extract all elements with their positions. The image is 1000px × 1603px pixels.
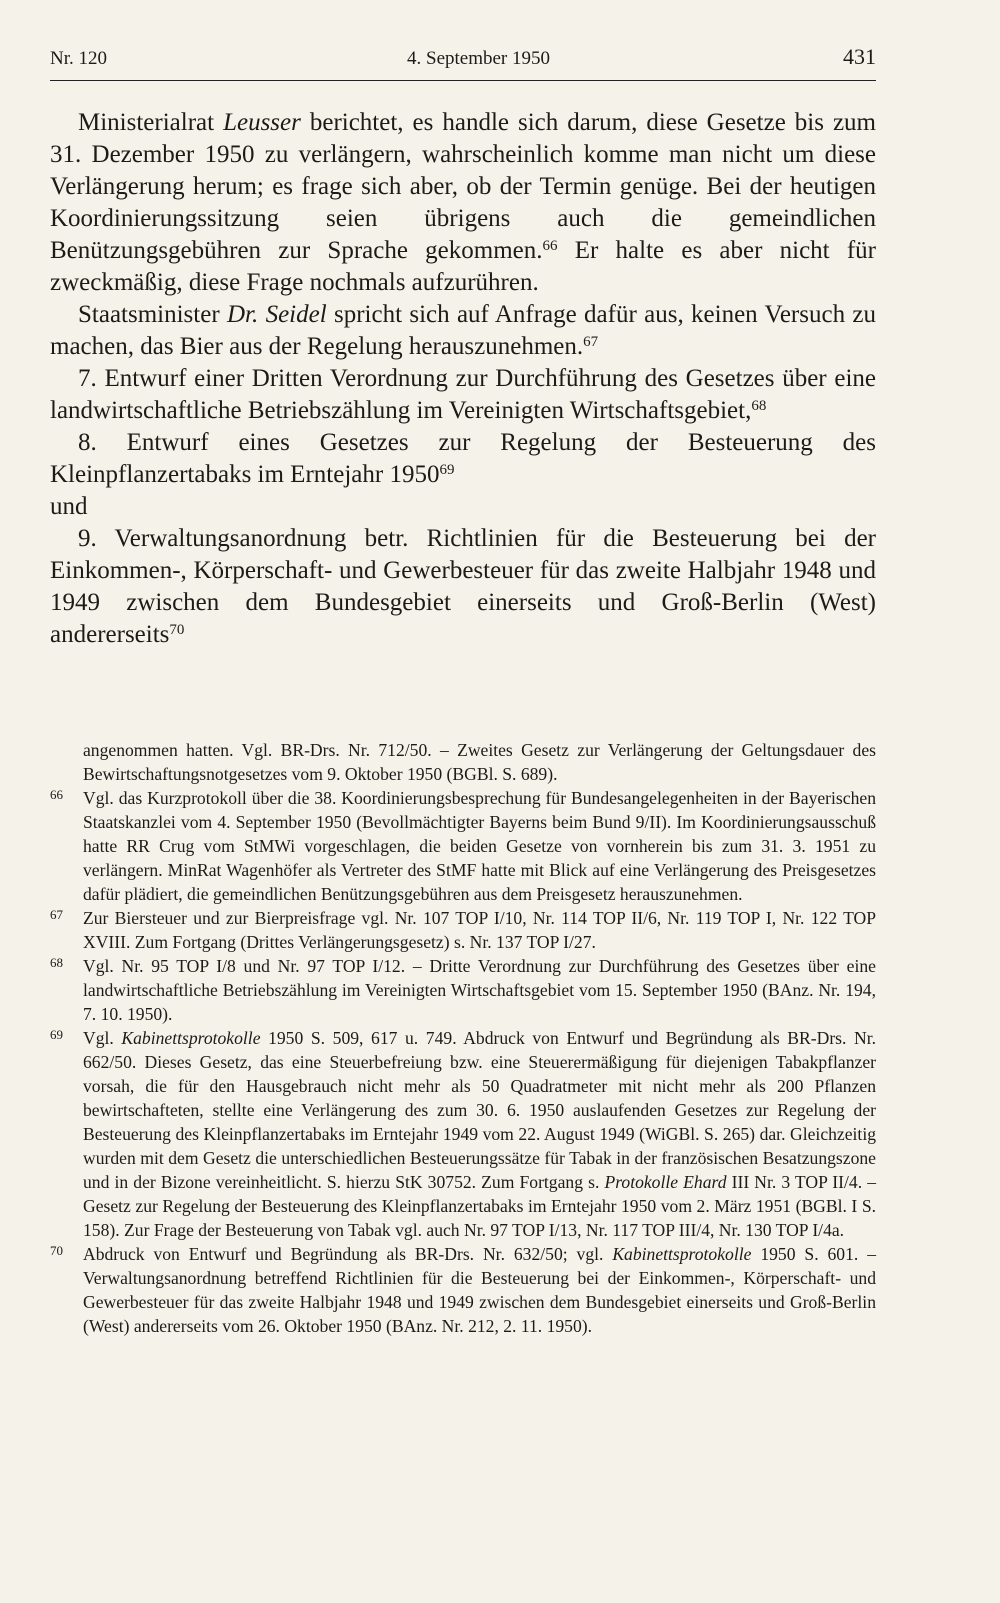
agenda-item-9 xyxy=(50,523,876,651)
footnote-ref: 67 xyxy=(583,333,599,350)
paragraph-seidel xyxy=(50,299,876,363)
footnote-ref: 66 xyxy=(542,237,558,254)
footnote-text: 1950 S. 601. – Verwaltungsanordnung betreffend Richtlinien für die Besteuerung bei der Einkommen-, Körperschaft- und Gewerbesteuer für das zweite Halbjahr 1948 und 1949 zwischen dem Bundesgebiet einerseits und Groß-Berlin (West) andererseits vom 26. Oktober 1950 (BAnz. Nr. 212, 2. 11. 1950). xyxy=(83,1244,876,1336)
text-run: berichtet, es handle sich darum, diese Gesetze bis zum 31. Dezember 1950 zu verlängern, wahrscheinlich komme man nicht um diese Verlängerung herum; es frage sich aber, ob der Termin genüge. Bei der heutigen Koordinierungssitzung seien übrigens auch die gemeindlichen Benützungsgebühren zur Sprache gekommen. xyxy=(50,109,876,264)
paragraph-leusser xyxy=(50,107,876,299)
page-number: 431 xyxy=(843,44,876,69)
footnote-marker: 66 xyxy=(50,787,63,802)
footnote-marker: 68 xyxy=(50,955,63,970)
footnote-continuation xyxy=(50,738,876,786)
footnote-text: Abdruck von Entwurf und Begründung als BR-Drs. Nr. 632/50; vgl. xyxy=(83,1244,613,1264)
footnote-text: angenommen hatten. Vgl. BR-Drs. Nr. 712/50. – Zweites Gesetz zur Verlängerung der Geltungsdauer des Bewirtschaftungsnotgesetzes vom 9. Oktober 1950 (BGBl. S. 689). xyxy=(83,740,876,784)
cited-work: Kabinettsprotokolle xyxy=(121,1028,261,1048)
session-date: 4. September 1950 xyxy=(407,48,551,69)
footnote-text: Vgl. das Kurzprotokoll über die 38. Koordinierungsbesprechung für Bundesangelegenheiten in der Bayerischen Staatskanzlei vom 4. September 1950 (Bevollmächtigter Bayerns beim Bund 9/II). Im Koordinierungsausschuß hatte RR Crug vom StMWi vorgeschlagen, die beiden Gesetze von vornherein bis zum 31. 3. 1951 zu verlängern. MinRat Wagenhöfer als Vertreter des StMF hatte mit Blick auf eine Verlängerung des Preisgesetzes dafür plädiert, die gemeindlichen Benützungsgebühren aus dem Preisgesetz herauszunehmen. xyxy=(83,788,876,904)
footnote-text: Zur Biersteuer und zur Bierpreisfrage vgl. Nr. 107 TOP I/10, Nr. 114 TOP II/6, Nr. 119 TOP I, Nr. 122 TOP XVIII. Zum Fortgang (Drittes Verlängerungsgesetz) s. Nr. 137 TOP I/27. xyxy=(83,908,876,952)
footnote-66 xyxy=(50,786,876,906)
speaker-name: Dr. Seidel xyxy=(226,301,327,328)
footnote-marker: 70 xyxy=(50,1243,63,1258)
text-run: Staatsminister xyxy=(78,301,227,328)
text-run: 9. Verwaltungsanordnung betr. Richtlinien für die Besteuerung bei der Einkommen-, Körperschaft- und Gewerbesteuer für das zweite Halbjahr 1948 und 1949 zwischen dem Bundesgebiet einerseits und Groß-Berlin (West) andererseits xyxy=(50,525,876,648)
agenda-item-8 xyxy=(50,427,876,491)
cited-work: Kabinettsprotokolle xyxy=(612,1244,752,1264)
footnotes xyxy=(50,738,876,1338)
footnote-69 xyxy=(50,1026,876,1242)
footnote-text: 1950 S. 509, 617 u. 749. Abdruck von Entwurf und Begründung als BR-Drs. Nr. 662/50. Dieses Gesetz, das eine Steuerbefreiung bzw. eine Steuerermäßigung für diejenigen Tabakpflanzer vorsah, die für den Hausgebrauch nicht mehr als 50 Quadratmeter mit nicht mehr als 200 Pflanzen bewirtschafteten, stellte eine Verlängerung des zum 30. 6. 1950 auslaufenden Gesetzes zur Regelung der Besteuerung des Kleinpflanzertabaks im Erntejahr 1949 vom 22. August 1949 (WiGBl. S. 265) dar. Gleichzeitig wurden mit dem Gesetz die unterschiedlichen Besteuerungssätze für Tabak in der französischen Besatzungszone und in der Bizone vereinheitlicht. S. hierzu StK 30752. Zum Fortgang s. xyxy=(83,1028,877,1192)
text-run: Er halte es aber nicht für zweckmäßig, diese Frage nochmals aufzurühren. xyxy=(50,237,876,296)
text-run: 7. Entwurf einer Dritten Verordnung zur Durchführung des Gesetzes über eine landwirtschaftliche Betriebszählung im Vereinigten Wirtschaftsgebiet, xyxy=(50,365,876,424)
footnote-ref: 68 xyxy=(751,397,767,414)
text-run: Ministerialrat xyxy=(78,109,224,136)
footnote-70 xyxy=(50,1242,876,1338)
cited-work: Protokolle Ehard xyxy=(604,1172,727,1192)
footnote-text: III Nr. 3 TOP II/4. – Gesetz zur Regelung der Besteuerung des Kleinpflanzertabaks im Erntejahr 1950 vom 2. März 1951 (BGBl. I S. 158). Zur Frage der Besteuerung von Tabak vgl. auch Nr. 97 TOP I/13, Nr. 117 TOP III/4, Nr. 130 TOP I/4a. xyxy=(83,1172,876,1240)
document-number: Nr. 120 xyxy=(50,48,107,69)
footnote-text: Vgl. xyxy=(83,1028,122,1048)
main-text xyxy=(50,107,876,651)
footnote-marker: 69 xyxy=(50,1027,63,1042)
footnote-67 xyxy=(50,906,876,954)
page-header xyxy=(50,44,876,81)
footnote-marker: 67 xyxy=(50,907,63,922)
connector-und: und xyxy=(50,493,88,520)
agenda-item-7 xyxy=(50,363,876,427)
footnote-68 xyxy=(50,954,876,1026)
text-run: 8. Entwurf eines Gesetzes zur Regelung der Besteuerung des Kleinpflanzertabaks im Erntejahr 1950 xyxy=(50,429,876,488)
speaker-name: Leusser xyxy=(223,109,301,136)
footnote-ref: 70 xyxy=(169,621,185,638)
footnote-text: Vgl. Nr. 95 TOP I/8 und Nr. 97 TOP I/12. – Dritte Verordnung zur Durchführung des Gesetzes über eine landwirtschaftliche Betriebszählung im Vereinigten Wirtschaftsgebiet vom 15. September 1950 (BAnz. Nr. 194, 7. 10. 1950). xyxy=(83,956,876,1024)
text-run: spricht sich auf Anfrage dafür aus, keinen Versuch zu machen, das Bier aus der Regelung herauszunehmen. xyxy=(50,301,876,360)
footnote-ref: 69 xyxy=(439,461,455,478)
